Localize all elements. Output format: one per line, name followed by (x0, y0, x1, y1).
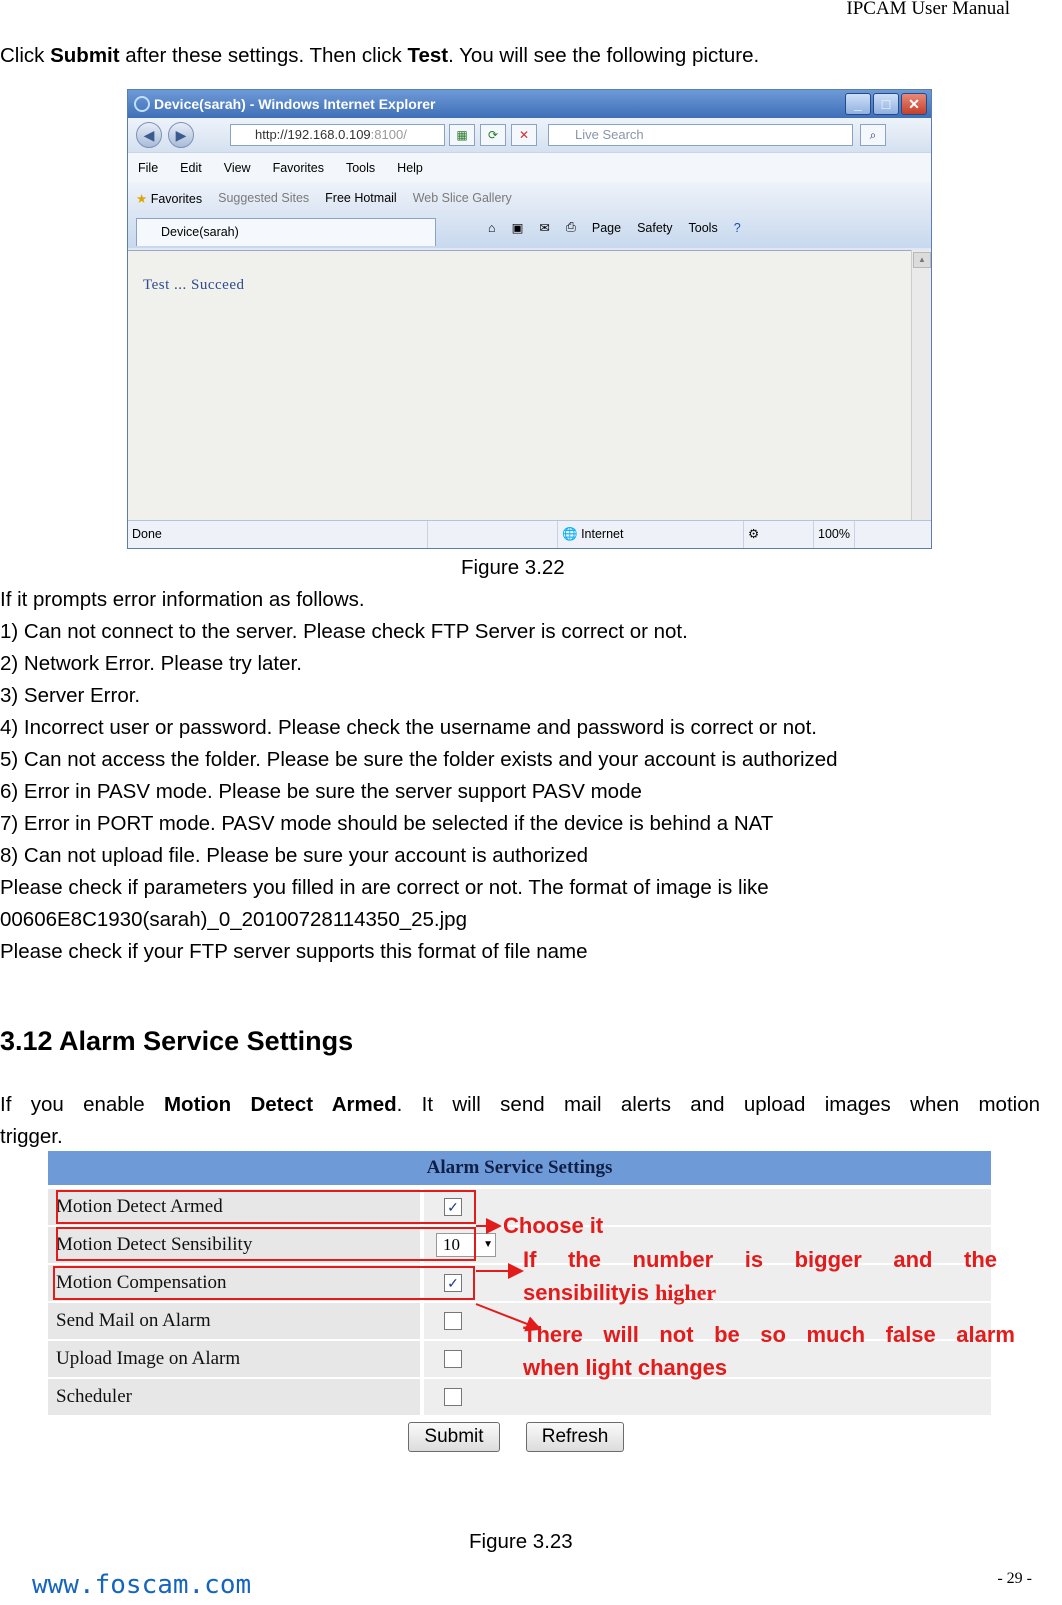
alarm-panel-title: Alarm Service Settings (48, 1151, 991, 1185)
mail-icon[interactable]: ✉ (539, 221, 550, 235)
search-button[interactable]: ⌕ (860, 124, 886, 146)
annotation-false-alarm-line1: There will not be so much false alarm (523, 1322, 1015, 1347)
row-label: Motion Detect Armed (48, 1189, 420, 1225)
tools-menu[interactable]: Tools (688, 220, 718, 235)
alarm-intro-line1: If you enable Motion Detect Armed. It will send mail alerts and upload images when motion (0, 1093, 1040, 1116)
minimize-button[interactable]: _ (845, 93, 871, 115)
error-item: 7) Error in PORT mode. PASV mode should be selected if the device is behind a NAT (0, 812, 774, 835)
menu-file[interactable]: File (138, 160, 159, 175)
error-item: 4) Incorrect user or password. Please check the username and password is correct or not. (0, 716, 817, 739)
error-item: 1) Can not connect to the server. Please check FTP Server is correct or not. (0, 620, 688, 643)
menu-tools[interactable]: Tools (345, 160, 376, 175)
refresh-button[interactable]: Refresh (526, 1422, 624, 1452)
help-icon[interactable]: ? (733, 220, 741, 235)
error-item: 2) Network Error. Please try later. (0, 652, 302, 675)
figure-caption: Figure 3.22 (461, 556, 565, 579)
motion-compensation-checkbox[interactable]: ✓ (444, 1274, 462, 1292)
safety-menu[interactable]: Safety (637, 220, 673, 235)
free-hotmail-link[interactable]: Free Hotmail (325, 191, 397, 205)
close-button[interactable]: ✕ (901, 93, 927, 115)
search-input[interactable]: Live Search (548, 124, 853, 146)
chevron-down-icon: ▼ (483, 1239, 493, 1250)
alarm-intro-line2: trigger. (0, 1125, 63, 1148)
error-item: 8) Can not upload file. Please be sure your account is authorized (0, 844, 589, 867)
footer-link[interactable]: www.foscam.com (32, 1570, 252, 1600)
annotation-choose-it: Choose it (503, 1213, 604, 1238)
row-label: Send Mail on Alarm (48, 1303, 420, 1339)
error-intro: If it prompts error information as follows. (0, 588, 365, 611)
back-button[interactable]: ◀ (136, 122, 162, 148)
header-title: IPCAM User Manual (846, 0, 1010, 19)
annotation-bigger-line1: If the number is bigger and the (523, 1247, 997, 1272)
status-text: Done (128, 521, 428, 548)
menu-edit[interactable]: Edit (180, 160, 202, 175)
motion-detect-armed-checkbox[interactable]: ✓ (444, 1198, 462, 1216)
submit-button[interactable]: Submit (408, 1422, 500, 1452)
format-note: Please check if parameters you filled in are correct or not. The format of image is like (0, 876, 769, 899)
tab-device-sarah[interactable]: Device(sarah) (136, 218, 436, 246)
favorites-button[interactable]: ★ Favorites (136, 191, 203, 206)
security-zone: 🌐 Internet (558, 521, 744, 548)
intro-paragraph: Click Submit after these settings. Then click Test. You will see the following picture. (0, 44, 760, 67)
home-icon[interactable]: ⌂ (488, 220, 496, 235)
protected-mode-icon[interactable]: ⚙ (744, 521, 814, 548)
row-label: Motion Compensation (48, 1265, 420, 1301)
error-item: 6) Error in PASV mode. Please be sure the server support PASV mode (0, 780, 642, 803)
test-result-message: Test ... Succeed (143, 277, 245, 293)
feeds-icon[interactable]: ▣ (511, 221, 524, 235)
suggested-sites-link[interactable]: Suggested Sites (218, 191, 310, 205)
annotation-bigger-line2: sensibilityis higher (523, 1280, 717, 1305)
section-title: 3.12 Alarm Service Settings (0, 1026, 354, 1056)
scroll-up-icon[interactable]: ▲ (913, 252, 931, 268)
globe-icon: 🌐 (562, 527, 578, 541)
forward-button[interactable]: ▶ (168, 122, 194, 148)
menu-favorites[interactable]: Favorites (272, 160, 324, 175)
web-slice-gallery-link[interactable]: Web Slice Gallery (412, 191, 512, 205)
format-note-2: Please check if your FTP server supports this format of file name (0, 940, 588, 963)
address-input[interactable]: http://192.168.0.109:8100/ (230, 124, 445, 146)
menu-help[interactable]: Help (397, 160, 423, 175)
compat-view-button[interactable]: ▦ (449, 124, 475, 146)
row-label: Motion Detect Sensibility (48, 1227, 420, 1263)
zoom-level[interactable]: 100% (814, 521, 855, 548)
figure-caption: Figure 3.23 (469, 1530, 573, 1553)
annotation-false-alarm-line2: when light changes (523, 1355, 728, 1380)
refresh-button[interactable]: ⟳ (480, 124, 506, 146)
browser-title: Device(sarah) - Windows Internet Explorer (154, 96, 436, 112)
error-item: 5) Can not access the folder. Please be sure the folder exists and your account is authorized (0, 748, 838, 771)
stop-button[interactable]: ✕ (511, 124, 537, 146)
row-label: Scheduler (48, 1379, 420, 1415)
maximize-button[interactable]: □ (873, 93, 899, 115)
menu-view[interactable]: View (223, 160, 251, 175)
page-number: - 29 - (997, 1570, 1032, 1587)
star-icon: ★ (136, 191, 148, 206)
print-icon[interactable]: ⎙ (565, 220, 576, 234)
page-menu[interactable]: Page (591, 220, 622, 235)
row-label: Upload Image on Alarm (48, 1341, 420, 1377)
filename-example: 00606E8C1930(sarah)_0_20100728114350_25.jpg (0, 908, 467, 931)
error-item: 3) Server Error. (0, 684, 141, 707)
sensibility-select[interactable]: 10 ▼ (436, 1233, 496, 1257)
